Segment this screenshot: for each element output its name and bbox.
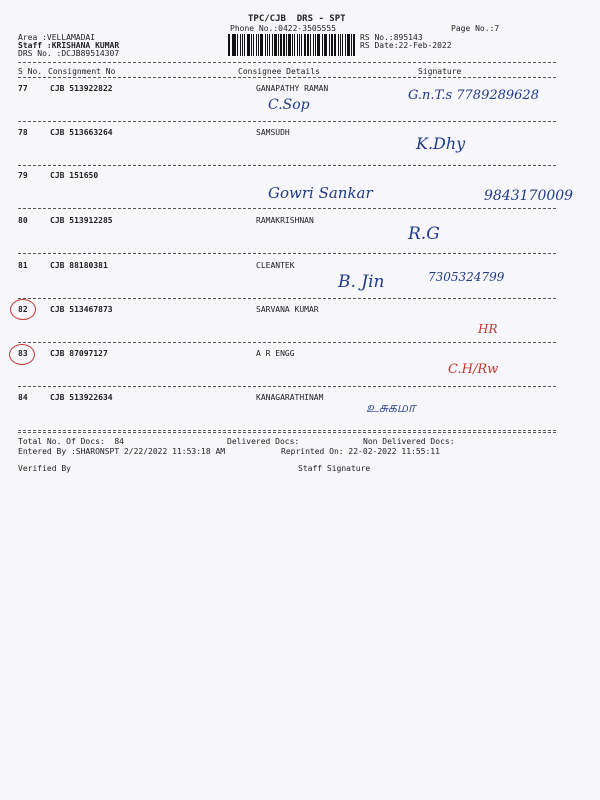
row-83-circle-mark [9, 344, 35, 365]
row-handwritten-signature: 9843170009 [484, 188, 574, 204]
row-divider [18, 386, 556, 387]
barcode-bar [317, 34, 319, 56]
row-consignee-name: GANAPATHY RAMAN [256, 84, 329, 93]
row-consignee-name: CLEANTEK [256, 261, 295, 270]
row-handwritten-signature: R.G [408, 224, 440, 244]
row-sno: 83 [18, 349, 28, 358]
barcode-bar [324, 34, 325, 56]
row-consignee-name: KANAGARATHINAM [256, 393, 324, 402]
divider [18, 432, 556, 433]
barcode-bar [297, 34, 299, 56]
barcode-bar [322, 34, 323, 56]
barcode-bar [294, 34, 295, 56]
row-handwritten-signature: 7305324799 [428, 270, 505, 284]
col-consignee-header: Consignee Details [238, 67, 320, 76]
barcode-bar [292, 34, 293, 56]
row-divider [18, 430, 556, 431]
barcode-bar [334, 34, 336, 56]
barcode-bar [331, 34, 333, 56]
staff-label: Staff :KRISHANA KUMAR [18, 41, 120, 50]
row-consignee-name: SARVANA KUMAR [256, 305, 319, 314]
barcode-bar [251, 34, 253, 56]
document-title: TPC/CJB DRS - SPT [248, 14, 346, 24]
row-handwritten-note: Gowri Sankar [268, 184, 373, 202]
row-handwritten-note: C.Sop [268, 97, 310, 113]
barcode-image [228, 34, 356, 56]
barcode-bar [347, 34, 349, 56]
barcode-bar [345, 34, 346, 56]
row-consignment-no: CJB 88180381 [50, 261, 108, 270]
barcode-bar [242, 34, 244, 56]
barcode-bar [256, 34, 257, 56]
row-divider [18, 165, 556, 166]
row-divider [18, 208, 556, 209]
barcode-bar [307, 34, 309, 56]
row-consignee-name: A R ENGG [256, 349, 295, 358]
row-sno: 82 [18, 305, 28, 314]
divider [18, 77, 556, 78]
row-consignment-no: CJB 151650 [50, 171, 99, 180]
row-handwritten-signature: C.H/Rw [448, 362, 499, 377]
barcode-bar [286, 34, 287, 56]
row-sno: 81 [18, 261, 28, 270]
barcode-bar [304, 34, 306, 56]
row-sno: 78 [18, 128, 28, 137]
row-handwritten-signature: G.n.T.s 7789289628 [408, 88, 539, 103]
barcode-bar [278, 34, 279, 56]
row-sno: 84 [18, 393, 28, 402]
row-consignment-no: CJB 513922634 [50, 393, 113, 402]
rs-date: RS Date:22-Feb-2022 [360, 41, 452, 50]
barcode-bar [340, 34, 341, 56]
barcode-bar [329, 34, 330, 56]
total-docs: Total No. Of Docs: 84 [18, 437, 124, 446]
row-handwritten-note: HR [478, 322, 498, 336]
barcode-bar [253, 34, 254, 56]
row-sno: 80 [18, 216, 28, 225]
col-signature-header: Signature [418, 67, 462, 76]
barcode-bar [283, 34, 285, 56]
barcode-bar [232, 34, 233, 56]
barcode-bar [325, 34, 327, 56]
barcode-bar [237, 34, 238, 56]
barcode-bar [240, 34, 241, 56]
barcode-bar [247, 34, 249, 56]
row-consignment-no: CJB 513922822 [50, 84, 113, 93]
staff-signature: Staff Signature [298, 464, 371, 473]
barcode-bar [258, 34, 260, 56]
divider [18, 62, 556, 63]
barcode-bar [265, 34, 266, 56]
barcode-bar [269, 34, 270, 56]
row-consignment-no: CJB 87097127 [50, 349, 108, 358]
barcode-bar [274, 34, 276, 56]
barcode-bar [288, 34, 290, 56]
row-handwritten-note: B. Jin [338, 272, 385, 292]
barcode-bar [272, 34, 273, 56]
row-handwritten-signature: உசுகமா [366, 400, 416, 416]
verified-by: Verified By [18, 464, 71, 473]
barcode-bar [342, 34, 344, 56]
entered-by: Entered By :SHARONSPT 2/22/2022 11:53:18 AM [18, 447, 226, 456]
barcode-bar [260, 34, 262, 56]
row-divider [18, 253, 556, 254]
barcode-bar [351, 34, 352, 56]
barcode-bar [228, 34, 230, 56]
non-delivered-docs: Non Delivered Docs: [363, 437, 455, 446]
barcode-bar [233, 34, 235, 56]
barcode-bar [313, 34, 315, 56]
page-number: Page No.:7 [451, 24, 500, 33]
barcode-bar [244, 34, 245, 56]
barcode-bar [353, 34, 355, 56]
row-consignment-no: CJB 513663264 [50, 128, 113, 137]
barcode-bar [267, 34, 269, 56]
rs-number: RS No.:895143 [360, 33, 423, 42]
barcode-bar [310, 34, 311, 56]
row-consignee-name: SAMSUDH [256, 128, 290, 137]
drs-number: DRS No. :DCJB89514307 [18, 49, 120, 58]
delivered-docs: Delivered Docs: [227, 437, 300, 446]
row-consignment-no: CJB 513467873 [50, 305, 113, 314]
barcode-bar [301, 34, 302, 56]
barcode-bar [315, 34, 316, 56]
row-sno: 77 [18, 84, 28, 93]
barcode-bar [299, 34, 300, 56]
row-divider [18, 342, 556, 343]
area-label: Area :VELLAMADAI [18, 33, 96, 42]
row-handwritten-signature: K.Dhy [416, 134, 466, 153]
row-sno: 79 [18, 171, 28, 180]
reprinted-on: Reprinted On: 22-02-2022 11:55:11 [281, 447, 440, 456]
col-consignment-header: Consignment No [48, 67, 116, 76]
col-sno-header: S No. [18, 67, 43, 76]
row-consignee-name: RAMAKRISHNAN [256, 216, 314, 225]
row-82-circle-mark [10, 299, 36, 320]
row-divider [18, 298, 556, 299]
barcode-bar [280, 34, 282, 56]
phone-number: Phone No.:0422-3505555 [230, 24, 336, 33]
row-consignment-no: CJB 513912285 [50, 216, 113, 225]
barcode-bar [338, 34, 339, 56]
row-divider [18, 121, 556, 122]
